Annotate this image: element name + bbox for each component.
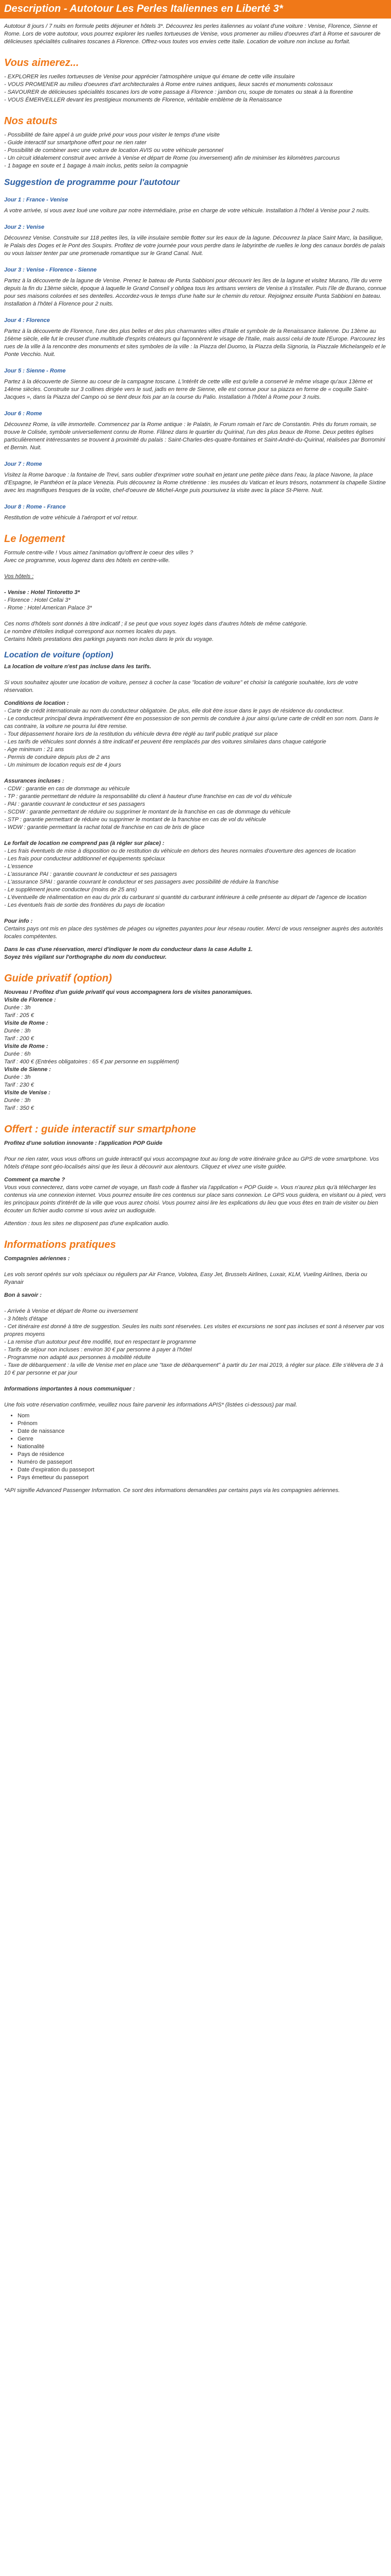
apis-item: • Date de naissance xyxy=(18,1428,387,1435)
forfait-item: - L'assurance PAI : garantie couvrant le conducteur et ses passagers xyxy=(4,871,177,877)
day-title: Jour 6 : Rome xyxy=(4,411,42,417)
guide-list xyxy=(4,996,387,1112)
info-title: Pour info : xyxy=(4,918,32,924)
day-title: Jour 8 : Rome - France xyxy=(4,504,66,510)
hotel-item: - Venise : Hotel Tintoretto 3* xyxy=(4,589,80,596)
compagnies-text: Les vols seront opérés sur vols spéciaux ou réguliers par Air France, Volotea, Easy Jet, Brussels Airlines, Luxair, KLM, Vueling Airlines, Iberia ou Ryanair xyxy=(4,1272,367,1285)
warning-text: Dans le cas d'une réservation, merci d'indiquer le nom du conducteur dans la case Adulte 1. xyxy=(4,946,253,953)
section-title-guide: Guide privatif (option) xyxy=(4,973,112,984)
logement-intro: Avec ce programme, vous logerez dans des hôtels en centre-ville. xyxy=(4,557,170,564)
forfait-item: - Les frais pour conducteur additionnel et équipements spéciaux xyxy=(4,856,165,862)
section-title-programme: Suggestion de programme pour l'autotour xyxy=(4,177,180,187)
atouts-item: - Possibilité de faire appel à un guide privé pour vous pour visiter le temps d'une visite xyxy=(4,132,220,138)
condition-item: - Permis de conduire depuis plus de 2 ans xyxy=(4,754,110,760)
assurance-item: - TP : garantie permettant de réduire la responsabilité du client à hauteur d'une franchise en cas de vol du véhicule xyxy=(4,793,292,800)
aimerez-list xyxy=(4,73,387,104)
assurances-title: Assurances incluses : xyxy=(4,778,64,784)
section-title-pratiques: Informations pratiques xyxy=(4,1239,116,1250)
day-title: Jour 7 : Rome xyxy=(4,461,42,467)
forfait-item: - Le supplément jeune conducteur (moins de 25 ans) xyxy=(4,887,137,893)
guide-duree: Durée : 3h xyxy=(4,1097,31,1104)
section-title-aimerez: Vous aimerez... xyxy=(4,57,79,69)
location-text: Si vous souhaitez ajouter une location de voiture, pensez à cocher la case "location de voiture" et choisir la catégorie souhaitée, lors de votre réservation. xyxy=(4,680,358,693)
day-text: Restitution de votre véhicule à l'aéroport et vol retour. xyxy=(4,515,138,521)
conditions-list xyxy=(4,707,387,769)
forfait-item: - L'essence xyxy=(4,863,33,870)
logement-note: Le nombre d'étoiles indiqué correspond aux normes locales du pays. xyxy=(4,629,177,635)
condition-item: - Tout dépassement horaire lors de la restitution du véhicule devra être réglé au tarif public pratiqué sur place xyxy=(4,731,278,737)
section-title-location: Location de voiture (option) xyxy=(4,651,113,659)
forfait-title: Le forfait de location ne comprend pas (à régler sur place) : xyxy=(4,840,165,846)
apis-item: • Nationalité xyxy=(18,1443,387,1451)
section-title-logement: Le logement xyxy=(4,533,65,545)
hotels-label: Vos hôtels : xyxy=(4,573,34,580)
bon-list xyxy=(4,1308,387,1377)
apis-item: • Date d'expiration du passeport xyxy=(18,1466,387,1474)
day-text: A votre arrivée, si vous avez loué une voiture par notre intermédiaire, prise en charge de votre véhicule. Installation à l'hôtel à Venise pour 2 nuits. xyxy=(4,208,370,214)
aimerez-item: - VOUS PROMENER au milieu d'oeuvres d'art architecturales à Rome entre ruines antiques, lieux sacrés et monuments colossaux xyxy=(4,81,333,88)
day-text: Partez à la découverte de Florence, l'une des plus belles et des plus charmantes villes d'Italie et symbole de la Renaissance italienne. Du 13ème au 16ème siècle, elle fut le creuset d'une multitude d'esprits créateurs qui façonnèrent le visage de l'Italie, mais aussi celui de toute l'Europe. Parcourez les rues de la ville à la rencontre des monuments et sites symboles de la ville : la Piazza del Duomo, la Piazza della Signoria, la Piazzale Michelangelo et le Ponte Vecchio. Nuit. xyxy=(4,328,386,358)
conditions-title: Conditions de location : xyxy=(4,700,69,706)
condition-item: - Le conducteur principal devra impérativement être en possession de son permis de conduire à jour ainsi qu'une carte de crédit en son nom. Dans le cas contraire, la voiture ne pourra lui être remise. xyxy=(4,716,379,730)
info-important-title: Informations importantes à nous communiquer : xyxy=(4,1386,135,1392)
day-title: Jour 4 : Florence xyxy=(4,317,50,324)
guide-lead: Nouveau ! Profitez d'un guide privatif qui vous accompagnera lors de visites panoramiques. xyxy=(4,989,253,995)
logement-note: Ces noms d'hôtels sont donnés à titre indicatif ; il se peut que vous soyez logés dans d'autres hôtels de même catégorie. xyxy=(4,621,307,627)
section-title-atouts: Nos atouts xyxy=(4,115,58,127)
compagnies-title: Compagnies aériennes : xyxy=(4,1256,70,1262)
guide-ville: Visite de Florence : xyxy=(4,997,56,1003)
day-text: Partez à la découverte de la lagune de Venise. Prenez le bateau de Punta Sabbioni pour découvrir les îles de la lagune et visitez Murano, l'île du verre depuis la fin du 13ème siècle, époque à laquelle le Grand Conseil y obligea tous les artisans verriers de Venise à s'installer. Puis l'île de Burano, connue pour ses maisons colorées et ses dentelles. Accordez-vous le temps d'une halte sur le chemin du retour. Rejoignez ensuite Punta Sabbioni en bateau. Installation à l'hôtel à Florence pour 2 nuits. xyxy=(4,278,386,307)
intro-text: Autotour 8 jours / 7 nuits en formule petits déjeuner et hôtels 3*. Découvrez les perles italiennes au volant d'une voiture : Venise, Florence, Sienne et Rome. Lors de votre autotour, vous pourrez explorer les ruelles tortueuses de Venise, vous promener au milieu d'oeuvres d'art à Rome et savourer de délicieuses spécialités culinaires toscanes à Florence. Offrez-vous toutes vos envies cette Italie. Location de voiture non incluse au forfait. xyxy=(4,23,381,45)
guide-duree: Durée : 6h xyxy=(4,1051,31,1057)
apis-item: • Pays de résidence xyxy=(18,1451,387,1459)
guide-tarif: Tarif : 400 € (Entrées obligatoires : 65 € par personne en supplément) xyxy=(4,1059,179,1065)
day-title: Jour 1 : France - Venise xyxy=(4,197,68,203)
bon-item: - Cet itinéraire est donné à titre de suggestion. Seules les nuits sont réservées. Les visites et excursions ne sont pas incluses et sont à réserver par vos propres moyens xyxy=(4,1324,384,1337)
atouts-list xyxy=(4,131,387,170)
info-important-intro: Une fois votre réservation confirmée, veuillez nous faire parvenir les informations APIS* (listées ci-dessous) par mail. xyxy=(4,1402,298,1408)
page-title: Description - Autotour Les Perles Italiennes en Liberté 3* xyxy=(0,0,391,19)
guide-ville: Visite de Rome : xyxy=(4,1043,48,1049)
offert-text: Pour ne rien rater, vous vous offrons un guide interactif qui vous accompagne tout au long de votre itinéraire grâce au GPS de votre smartphone. Vos hôtels d'étape sont géo-localisés ainsi que les lieux à découvrir aux alentours. Cliquez et vivez une visite guidée. xyxy=(4,1156,379,1170)
bon-item: - La remise d'un autotour peut être modifié, tout en respectant le programme xyxy=(4,1339,197,1345)
condition-item: - Les tarifs de véhicules sont donnés à titre indicatif et peuvent être remplacés par des voitures similaires dans chaque catégorie xyxy=(4,739,327,745)
guide-tarif: Tarif : 200 € xyxy=(4,1036,34,1042)
assurance-item: - PAI : garantie couvrant le conducteur et ses passagers xyxy=(4,801,145,807)
info-text: Certains pays ont mis en place des systèmes de péages ou vignettes payantes pour leur réseau routier. Merci de vous renseigner auprès des autorités locales compétentes. xyxy=(4,926,383,940)
hotel-item: - Rome : Hotel American Palace 3* xyxy=(4,605,92,611)
condition-item: - Carte de crédit internationale au nom du conducteur obligatoire. De plus, elle doit être issue dans le pays de résidence du conducteur. xyxy=(4,708,344,714)
day-text: Découvrez Venise. Construite sur 118 petites îles, la ville insulaire semble flotter sur les eaux de la lagune. Découvrez la place Saint Marc, la basilique, le Palais des Doges et le Pont des Soupirs. Profitez de votre journée pour vous perdre dans le labyrinthe de ruelles le long des canaux bordés de palais ou vous laisser tenter par une promenade romantique sur le Grand Canal. Nuit. xyxy=(4,235,385,257)
bon-item: - Arrivée à Venise et départ de Rome ou inversement xyxy=(4,1308,138,1314)
offert-lead: Profitez d'une solution innovante : l'application POP Guide xyxy=(4,1140,162,1146)
warning-text: Soyez très vigilant sur l'orthographe du nom du conducteur. xyxy=(4,954,167,960)
day-text: Partez à la découverte de Sienne au coeur de la campagne toscane. L'intérêt de cette ville est qu'elle a conservé le même visage qu'aux 13ème et 14ème siècles. Construite sur 3 collines dirigée vers le sud, jadis en terre de Sienne, elle est connue pour sa piazza en forme de « coquille Saint-Jacques », dans la Piazza del Campo où se tient deux fois par an la course du Palio. Installation à l'hôtel à Rome pour 3 nuits. xyxy=(4,379,372,400)
hotel-item: - Florence : Hotel Cellai 3* xyxy=(4,597,71,603)
forfait-item: - Les frais éventuels de mise à disposition ou de restitution du véhicule en dehors des heures normales d'ouverture des agences de location xyxy=(4,848,356,854)
how-title: Comment ça marche ? xyxy=(4,1177,65,1183)
apis-list xyxy=(18,1412,387,1482)
assurance-item: - CDW : garantie en cas de dommage au véhicule xyxy=(4,786,130,792)
day-title: Jour 2 : Venise xyxy=(4,224,44,230)
aimerez-item: - EXPLORER les ruelles tortueuses de Venise pour apprécier l'atmosphère unique qui émane de cette ville insulaire xyxy=(4,74,295,80)
programme-days xyxy=(4,197,387,522)
bon-item: - Programme non adapté aux personnes à mobilité réduite xyxy=(4,1354,151,1361)
assurance-item: - STP : garantie permettant de réduire ou supprimer le montant de la franchise en cas de vol du véhicule xyxy=(4,817,266,823)
day-text: Découvrez Rome, la ville immortelle. Commencez par la Rome antique : le Palatin, le Forum romain et l'arc de Constantin. Près du forum romain, se trouve le Colisée, symbole universellement connu de Rome. Flânez dans le quartier du Quirinal, l'un des plus beaux de Rome. Deux petites églises particulièrement intéressantes se trouvent à proximité du palais : Saint-Charles-des-quatre-fontaines et Saint-André-du-Quirinal, réalisées par Borromini et Bernin. Nuit. xyxy=(4,421,385,451)
forfait-list xyxy=(4,848,387,909)
guide-tarif: Tarif : 205 € xyxy=(4,1012,34,1019)
guide-duree: Durée : 3h xyxy=(4,1074,31,1080)
attention-text: Attention : tous les sites ne disposent pas d'une explication audio. xyxy=(4,1221,170,1227)
bon-item: - Tarifs de séjour non incluses : environ 30 € par personne à payer à l'hôtel xyxy=(4,1347,192,1353)
atouts-item: - Un circuit idéalement construit avec arrivée à Venise et départ de Rome (ou inversement) afin de minimiser les kilomètres parcourus xyxy=(4,155,340,161)
guide-ville: Visite de Venise : xyxy=(4,1090,51,1096)
forfait-item: - Les éventuels frais de sortie des frontières du pays de location xyxy=(4,902,165,908)
assurances-list xyxy=(4,785,387,832)
guide-duree: Durée : 3h xyxy=(4,1028,31,1034)
section-title-offert: Offert : guide interactif sur smartphone xyxy=(4,1124,196,1135)
logement-intro: Formule centre-ville ! Vous aimez l'animation qu'offrent le coeur des villes ? xyxy=(4,550,193,556)
bon-item: - 3 hôtels d'étape xyxy=(4,1316,48,1322)
apis-item: • Nom xyxy=(18,1412,387,1420)
atouts-item: - Guide interactif sur smartphone offert pour ne rien rater xyxy=(4,140,146,146)
forfait-item: - L'éventuelle de réalimentation en eau du prix du carburant si quantité du carburant inférieure à celle présente au départ de l'agence de location xyxy=(4,894,367,901)
apis-item: • Prénom xyxy=(18,1420,387,1428)
condition-item: - Age minimum : 21 ans xyxy=(4,747,64,753)
atouts-item: - Possibilité de combiner avec une voiture de location AVIS ou votre véhicule personnel xyxy=(4,147,223,154)
day-text: Visitez la Rome baroque : la fontaine de Trevi, sans oublier d'exprimer votre souhait en jetant une petite pièce dans l'eau, la place Navone, la place d'Espagne, le Panthéon et la place Venezia. Puis découvrez la Rome chrétienne : les musées du Vatican et leurs trésors, notamment la chapelle Sixtine avec les magnifiques fresques de la voûte, chef-d'oeuvre de Michel-Ange puis poursuivez la visite avec la place St-Pierre. Nuit. xyxy=(4,472,386,494)
bon-title: Bon à savoir : xyxy=(4,1292,42,1298)
aimerez-item: - VOUS ÉMERVEILLER devant les prestigieux monuments de Florence, véritable emblème de la Renaissance xyxy=(4,97,282,103)
guide-ville: Visite de Sienne : xyxy=(4,1066,51,1073)
condition-item: - Un minimum de location requis est de 4 jours xyxy=(4,762,121,768)
day-title: Jour 3 : Venise - Florence - Sienne xyxy=(4,267,97,273)
apis-item: • Pays émetteur du passeport xyxy=(18,1474,387,1482)
atouts-item: - 1 bagage en soute et 1 bagage à main inclus, petits selon la compagnie xyxy=(4,163,188,169)
guide-duree: Durée : 3h xyxy=(4,1005,31,1011)
logement-note: Certains hôtels prestations des parkings payants non inclus dans le prix du voyage. xyxy=(4,636,214,642)
bon-item: - Taxe de débarquement : la ville de Venise met en place une "taxe de débarquement" à partir du 1er mai 2019, à régler sur place. Elle s'élèvera de 3 à 10 € par personne et par jour xyxy=(4,1362,383,1376)
aimerez-item: - SAVOURER de délicieuses spécialités toscanes lors de votre passage à Florence : jambon cru, soupe de tomates ou steak à la florentine xyxy=(4,89,353,95)
guide-tarif: Tarif : 350 € xyxy=(4,1105,34,1111)
apis-item: • Genre xyxy=(18,1435,387,1443)
guide-tarif: Tarif : 230 € xyxy=(4,1082,34,1088)
location-lead: La location de voiture n'est pas incluse dans les tarifs. xyxy=(4,664,152,670)
how-text: Vous vous connecterez, dans votre carnet de voyage, un flash code à flasher via l'application « POP Guide ». Vous n'aurez plus qu'à télécharger les contenus via une connexion internet. Vous pourrez ensuite lire ces contenus sur place sans connexion. Le GPS vous guidera, en visitant ou à pied, vers les principaux points d'intérêt de la ville que vous aurez choisi. Vous pourrez ainsi lire les explications du lieu que vous êtes en train de visiter ou bien écouter un fichier audio comme si vous aviez un audioguide. xyxy=(4,1184,386,1214)
forfait-item: - L'assurance SPAI : garantie couvrant le conducteur et ses passagers avec possibilité de réduire la franchise xyxy=(4,879,279,885)
apis-item: • Numéro de passeport xyxy=(18,1459,387,1466)
day-title: Jour 5 : Sienne - Rome xyxy=(4,368,66,374)
footnote: *API signifie Advanced Passenger Information. Ce sont des informations demandées par certains pays via les compagnies aériennes. xyxy=(4,1487,340,1494)
guide-ville: Visite de Rome : xyxy=(4,1020,48,1026)
assurance-item: - SCDW : garantie permettant de réduire ou supprimer le montant de la franchise en cas de dommage du véhicule xyxy=(4,809,291,815)
assurance-item: - WDW : garantie permettant la rachat total de franchise en cas de bris de glace xyxy=(4,824,205,831)
